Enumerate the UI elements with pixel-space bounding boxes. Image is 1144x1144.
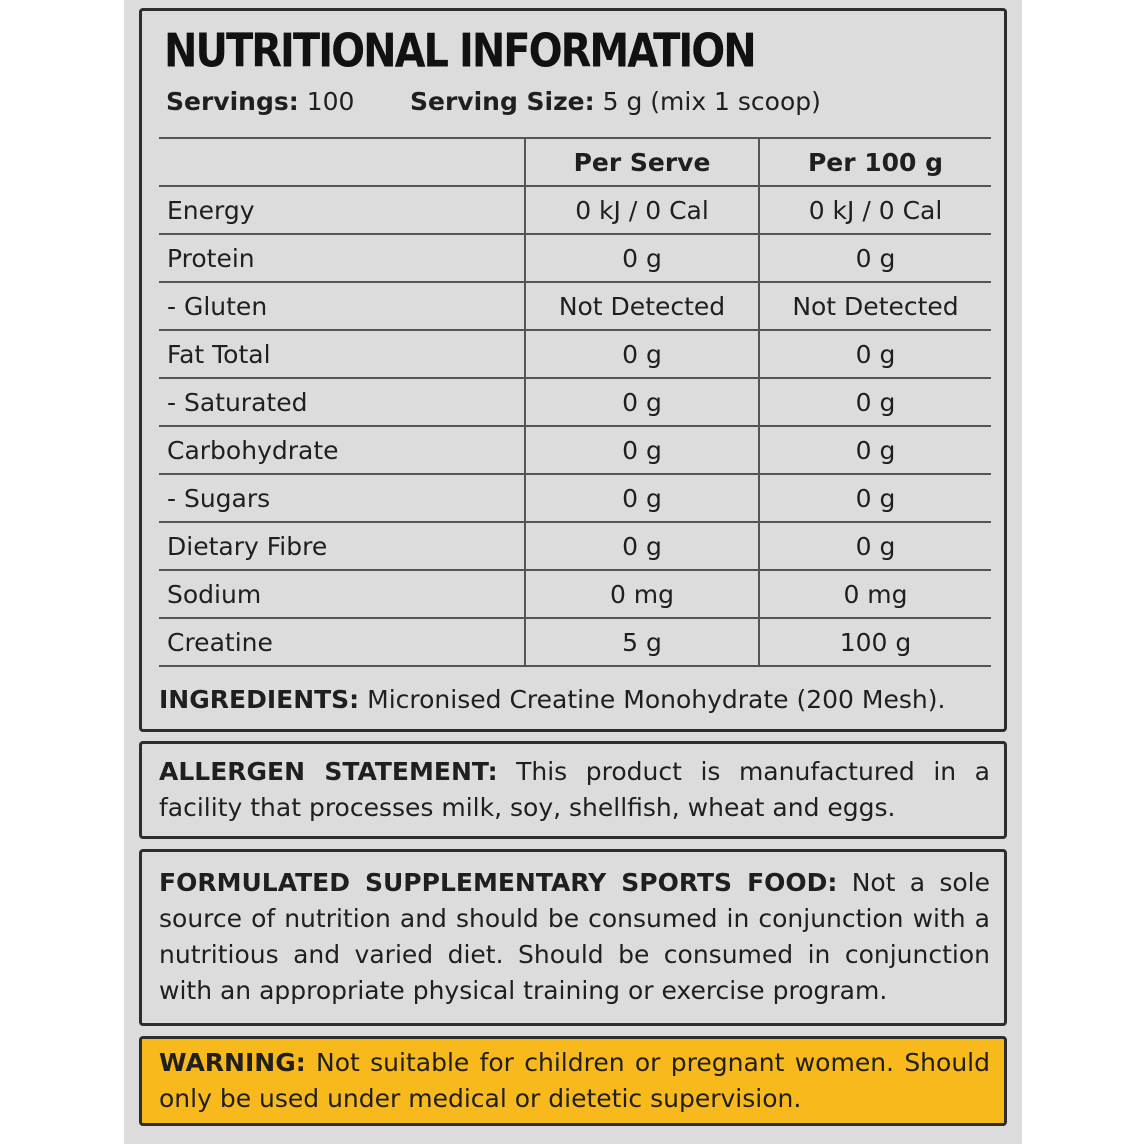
serving-size: [410, 87, 821, 116]
per-serve-value: 5 g: [525, 618, 759, 666]
table-row: [159, 426, 991, 474]
warning-statement: [159, 1045, 990, 1117]
warning-box: [139, 1036, 1007, 1126]
table-row: [159, 618, 991, 666]
per-100g-value: 0 g: [759, 522, 991, 570]
table-row: [159, 522, 991, 570]
sports-food-label: FORMULATED SUPPLEMENTARY SPORTS FOOD:: [159, 868, 838, 897]
nutrition-box: [139, 8, 1007, 732]
table-header-row: [159, 138, 991, 186]
nutrient-name: Sodium: [159, 570, 525, 618]
servings-value: 100: [306, 87, 355, 116]
allergen-label: ALLERGEN STATEMENT:: [159, 757, 498, 786]
serving-size-value: 5 g (mix 1 scoop): [602, 87, 821, 116]
per-100g-value: 0 g: [759, 474, 991, 522]
allergen-text: This product is manufactured in a facility that processes milk, soy, shellfish, wheat and eggs.: [159, 757, 990, 822]
nutrient-name: - Sugars: [159, 474, 525, 522]
table-row: [159, 282, 991, 330]
table-row: [159, 330, 991, 378]
sports-food-statement: [159, 865, 990, 1009]
per-100g-value: 0 g: [759, 330, 991, 378]
page-title: NUTRITIONAL INFORMATION: [164, 25, 755, 78]
nutrient-name: Carbohydrate: [159, 426, 525, 474]
serving-size-label: Serving Size:: [410, 87, 595, 116]
column-header-nutrient: [159, 138, 525, 186]
per-serve-value: 0 g: [525, 474, 759, 522]
per-serve-value: 0 g: [525, 522, 759, 570]
column-header-per-100g: Per 100 g: [759, 138, 991, 186]
ingredients-label: INGREDIENTS:: [159, 685, 360, 714]
nutrient-name: - Saturated: [159, 378, 525, 426]
nutrient-name: - Gluten: [159, 282, 525, 330]
per-100g-value: 0 kJ / 0 Cal: [759, 186, 991, 234]
table-row: [159, 186, 991, 234]
per-serve-value: 0 kJ / 0 Cal: [525, 186, 759, 234]
table-row: [159, 474, 991, 522]
sports-food-box: [139, 849, 1007, 1026]
table-row: [159, 378, 991, 426]
warning-text: Not suitable for children or pregnant women. Should only be used under medical or dietetic supervision.: [159, 1048, 990, 1113]
per-100g-value: 0 g: [759, 378, 991, 426]
per-serve-value: 0 g: [525, 426, 759, 474]
per-serve-value: Not Detected: [525, 282, 759, 330]
per-100g-value: Not Detected: [759, 282, 991, 330]
per-100g-value: 0 mg: [759, 570, 991, 618]
per-serve-value: 0 g: [525, 378, 759, 426]
per-100g-value: 0 g: [759, 234, 991, 282]
nutrient-name: Protein: [159, 234, 525, 282]
column-header-per-serve: Per Serve: [525, 138, 759, 186]
ingredients-line: [159, 685, 945, 714]
servings-line: [166, 87, 821, 116]
per-serve-value: 0 g: [525, 234, 759, 282]
table-row: [159, 570, 991, 618]
table-row: [159, 234, 991, 282]
per-serve-value: 0 mg: [525, 570, 759, 618]
ingredients-text: Micronised Creatine Monohydrate (200 Mesh).: [367, 685, 946, 714]
nutrient-name: Creatine: [159, 618, 525, 666]
nutrition-table: [159, 137, 991, 667]
sports-food-text: Not a sole source of nutrition and should be consumed in conjunction with a nutritious and varied diet. Should be consumed in conjunction with an appropriate physical training or exercise program.: [159, 868, 990, 1005]
per-serve-value: 0 g: [525, 330, 759, 378]
per-100g-value: 0 g: [759, 426, 991, 474]
nutrient-name: Energy: [159, 186, 525, 234]
allergen-statement: [159, 754, 990, 826]
per-100g-value: 100 g: [759, 618, 991, 666]
nutrient-name: Dietary Fibre: [159, 522, 525, 570]
nutrient-name: Fat Total: [159, 330, 525, 378]
servings-label: Servings:: [166, 87, 299, 116]
allergen-box: [139, 741, 1007, 839]
warning-label: WARNING:: [159, 1048, 306, 1077]
